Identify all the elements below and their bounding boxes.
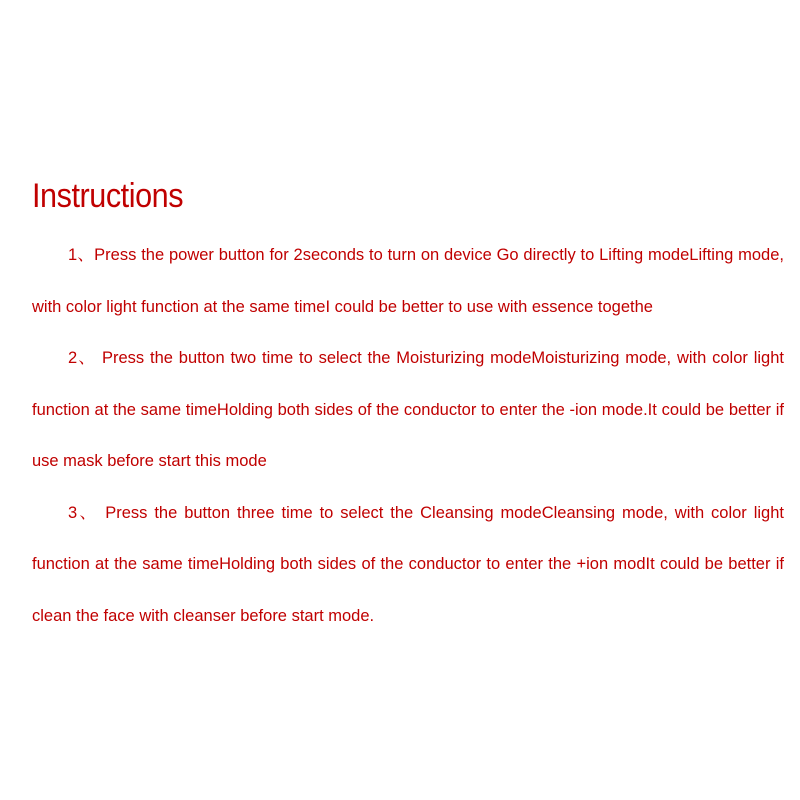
instruction-paragraph-2: 2、 Press the button two time to select the Moisturizing modeMoisturizing mode, with color light function at the same timeHolding both sides of the conductor to enter the -ion mode.It could be better if use mask before start this mode [32,349,784,470]
instruction-paragraph-1: 1、Press the power button for 2seconds to turn on device Go directly to Lifting modeLifting mode, with color light function at the same timeI could be better to use with essence togethe [32,246,784,316]
instruction-paragraph-3: 3、 Press the button three time to select the Cleansing modeCleansing mode, with color light function at the same timeHolding both sides of the conductor to enter the +ion modIt could be better if clean the face with cleanser before start mode. [32,503,784,625]
instructions-document [32,170,784,642]
document-title: Instructions [32,177,184,215]
